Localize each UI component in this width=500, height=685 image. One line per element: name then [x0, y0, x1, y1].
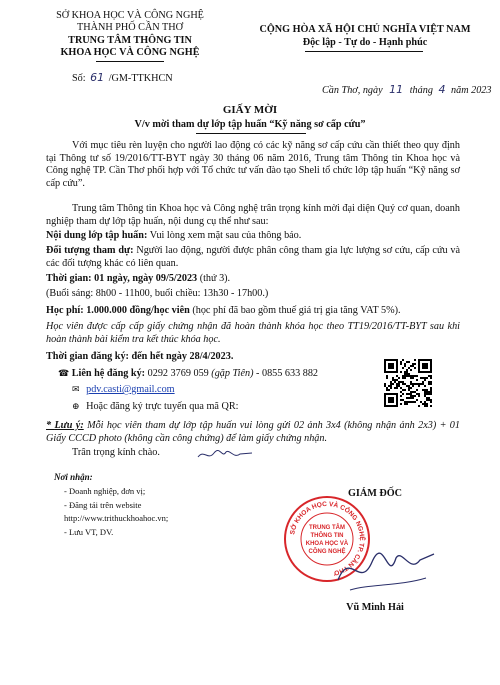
signer-name: Vũ Minh Hải — [346, 602, 404, 613]
certificate-note: Học viên được cấp cấp giấy chứng nhận đã hoàn thành khóa học theo TT19/2016/TT-BYT sau khi hoàn thành bài kiểm tra kết thúc khóa học. — [46, 321, 460, 345]
contact-phone-line: ☎ Liên hệ đăng ký: 0292 3769 059 (gặp Tiên) - 0855 633 882 — [58, 368, 318, 379]
time-line: Thời gian: 01 ngày, ngày 09/5/2023 (thứ 3). — [46, 273, 231, 284]
globe-icon: ⊕ — [72, 401, 80, 411]
subtitle-rule — [196, 133, 306, 134]
header-left-rule — [96, 61, 164, 62]
phone-icon: ☎ — [58, 368, 70, 378]
content-line: Nội dung lớp tập huấn: Vui lòng xem mặt sau của thông báo. — [46, 230, 302, 241]
invitation-paragraph: Trung tâm Thông tin Khoa học và Công nghệ trân trọng kính mời đại diện Quý cơ quan, doanh nghiệp tham dự lớp tập huấn, nội dung cụ thể như sau: — [46, 203, 460, 227]
email-link[interactable]: pdv.casti@gmail.com — [86, 384, 175, 395]
registration-deadline: Thời gian đăng ký: đến hết ngày 28/4/2023. — [46, 351, 234, 362]
handwritten-day: 11 — [389, 83, 404, 96]
issue-date: Cần Thơ, ngày 11 tháng 4 năm 2023 — [322, 83, 492, 96]
online-registration-line: ⊕ Hoặc đăng ký trực tuyến qua mã QR: — [72, 401, 239, 412]
recipients-list — [64, 485, 168, 539]
email-icon: ✉ — [72, 384, 80, 394]
national-motto: Độc lập - Tự do - Hạnh phúc — [302, 37, 428, 48]
registration-qr-code[interactable] — [384, 359, 432, 407]
handwritten-month: 4 — [438, 83, 446, 96]
recipient-item: http://www.trithuckhoahoc.vn; — [64, 513, 169, 523]
center-name-line1: TRUNG TÂM THÔNG TIN — [68, 35, 192, 46]
stamp-ring-text: SỞ KHOA HỌC VÀ CÔNG NGHỆ TP. CẦN THƠ — [289, 500, 366, 577]
intro-paragraph: Với mục tiêu rèn luyện cho người lao động có các kỹ năng sơ cấp cứu cần thiết theo quy định tại Thông tư số 19/2016/TT-BYT ngày 30 tháng 06 năm 2016, Trung tâm Thông tin Khoa học và Công nghệ TP. Cần Thơ phối hợp với Tổ chức tư vấn đào tạo Sheli tổ chức lớp tập huấn “Kỹ năng sơ cấp cứu”. — [46, 140, 460, 189]
document-title: GIẤY MỜI — [222, 104, 278, 116]
director-signature — [330, 540, 440, 600]
recipient-item: - Đăng tải trên website — [64, 499, 142, 510]
time-detail: (Buổi sáng: 8h00 - 11h00, buổi chiều: 13h30 - 17h00.) — [46, 288, 269, 299]
agency-name: SỞ KHOA HỌC VÀ CÔNG NGHỆ — [56, 10, 204, 21]
header-right-rule — [305, 51, 423, 52]
contact-email-line — [72, 383, 175, 397]
national-title: CỘNG HÒA XÃ HỘI CHỦ NGHĨA VIỆT NAM — [259, 24, 471, 35]
document-subtitle: V/v mời tham dự lớp tập huấn “Kỹ năng sơ cấp cứu” — [134, 119, 366, 130]
note-label: * Lưu ý: — [46, 420, 84, 431]
stamp-line4: CÔNG NGHỆ — [308, 549, 346, 555]
recipient-item: - Doanh nghiệp, đơn vị; — [64, 486, 146, 496]
stamp-line1: TRUNG TÂM — [309, 525, 345, 531]
initials-signature — [196, 447, 256, 463]
recipient-item: - Lưu VT, DV. — [64, 526, 114, 537]
document-number: Số: 61 /GM-TTKHCN — [72, 71, 173, 84]
stamp-line3: KHOA HỌC VÀ — [305, 541, 349, 547]
closing-line: Trân trọng kính chào. — [72, 447, 160, 458]
note-paragraph: * Lưu ý: Mỗi học viên tham dự lớp tập huấn vui lòng gửi 02 ảnh 3x4 (không nhận ảnh 2x3) + 01 Giấy CCCD photo (không cần công chứng) để làm giấy chứng nhận. — [46, 420, 460, 444]
agency-city: THÀNH PHỐ CẦN THƠ — [77, 22, 183, 33]
handwritten-number: 61 — [90, 71, 105, 84]
audience-line: Đối tượng tham dự: Người lao động, người được phân công tham gia lực lượng sơ cứu, cấp cứu và các đối tượng khác có liên quan. — [46, 245, 461, 269]
recipients-label: Nơi nhận: — [54, 472, 93, 482]
center-name-line2: KHOA HỌC VÀ CÔNG NGHỆ — [60, 47, 200, 58]
fee-line: Học phí: 1.000.000 đồng/học viên (học phí đã bao gồm thuế giá trị gia tăng VAT 5%). — [46, 305, 401, 316]
stamp-line2: THÔNG TIN — [310, 533, 344, 539]
signer-title: GIÁM ĐỐC — [347, 488, 403, 499]
